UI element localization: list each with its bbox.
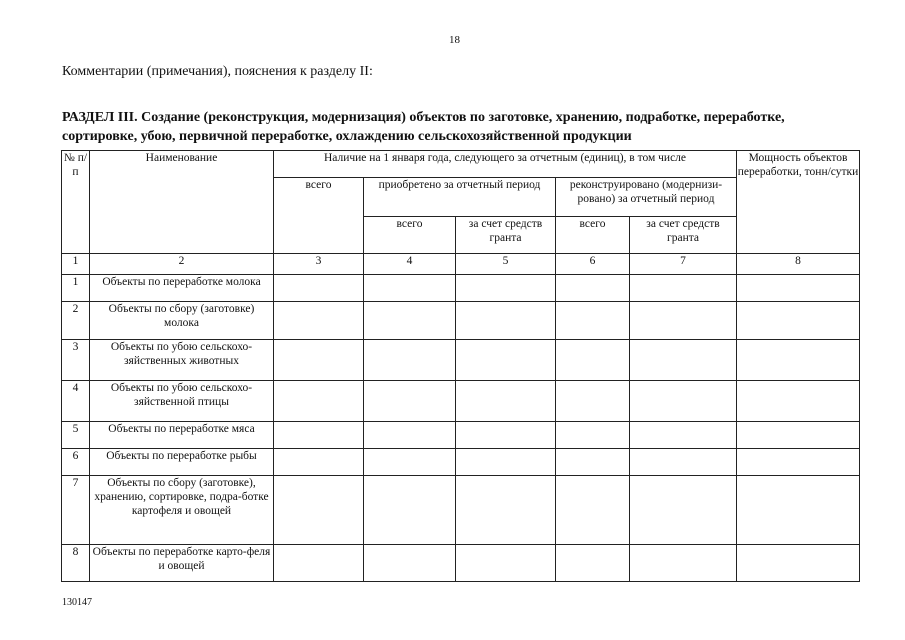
row-number: 5 — [62, 422, 90, 449]
value-cell-reconstructed-total[interactable] — [556, 275, 630, 302]
value-cell-reconstructed-grant[interactable] — [630, 545, 737, 582]
table-row — [62, 381, 860, 422]
table-row — [62, 422, 860, 449]
value-cell-acquired-grant[interactable] — [456, 476, 556, 545]
row-name: Объекты по переработке карто-феля и овощей — [90, 545, 274, 582]
value-cell-capacity[interactable] — [737, 340, 860, 381]
row-name: Объекты по сбору (заготовке) молока — [90, 302, 274, 340]
row-number: 8 — [62, 545, 90, 582]
row-name: Объекты по убою сельскохо-зяйственной птицы — [90, 381, 274, 422]
comments-label: Комментарии (примечания), пояснения к разделу II: — [62, 64, 373, 79]
value-cell-capacity[interactable] — [737, 422, 860, 449]
table-row — [62, 275, 860, 302]
row-name: Объекты по переработке рыбы — [90, 449, 274, 476]
value-cell-acquired-grant[interactable] — [456, 275, 556, 302]
header-acquired-total: всего — [364, 217, 456, 254]
row-name: Объекты по переработке мяса — [90, 422, 274, 449]
table-row — [62, 449, 860, 476]
value-cell-acquired-total[interactable] — [364, 545, 456, 582]
column-number: 4 — [364, 254, 456, 275]
column-number: 7 — [630, 254, 737, 275]
value-cell-acquired-total[interactable] — [364, 476, 456, 545]
header-acquired: приобретено за отчетный период — [364, 178, 556, 217]
value-cell-acquired-total[interactable] — [364, 340, 456, 381]
value-cell-reconstructed-grant[interactable] — [630, 340, 737, 381]
value-cell-reconstructed-total[interactable] — [556, 449, 630, 476]
table-row — [62, 340, 860, 381]
table-row — [62, 476, 860, 545]
value-cell-reconstructed-total[interactable] — [556, 422, 630, 449]
header-reconstructed-total: всего — [556, 217, 630, 254]
value-cell-total[interactable] — [274, 302, 364, 340]
document-code: 130147 — [62, 597, 92, 608]
header-capacity: Мощность объектов переработки, тонн/сутки — [737, 151, 860, 254]
value-cell-acquired-total[interactable] — [364, 422, 456, 449]
value-cell-total[interactable] — [274, 545, 364, 582]
header-total: всего — [274, 178, 364, 254]
row-number: 7 — [62, 476, 90, 545]
header-acquired-grant: за счет средств гранта — [456, 217, 556, 254]
value-cell-reconstructed-grant[interactable] — [630, 449, 737, 476]
value-cell-acquired-total[interactable] — [364, 381, 456, 422]
row-number: 6 — [62, 449, 90, 476]
column-number: 6 — [556, 254, 630, 275]
value-cell-total[interactable] — [274, 422, 364, 449]
row-number: 2 — [62, 302, 90, 340]
value-cell-capacity[interactable] — [737, 476, 860, 545]
value-cell-reconstructed-grant[interactable] — [630, 476, 737, 545]
column-number: 8 — [737, 254, 860, 275]
value-cell-capacity[interactable] — [737, 449, 860, 476]
header-reconstructed-grant: за счет средств гранта — [630, 217, 737, 254]
value-cell-acquired-grant[interactable] — [456, 422, 556, 449]
value-cell-reconstructed-grant[interactable] — [630, 275, 737, 302]
row-number: 3 — [62, 340, 90, 381]
value-cell-capacity[interactable] — [737, 302, 860, 340]
value-cell-reconstructed-grant[interactable] — [630, 302, 737, 340]
row-name: Объекты по убою сельскохо-зяйственных животных — [90, 340, 274, 381]
section-table — [61, 150, 860, 582]
value-cell-acquired-grant[interactable] — [456, 302, 556, 340]
value-cell-total[interactable] — [274, 381, 364, 422]
column-number: 5 — [456, 254, 556, 275]
value-cell-capacity[interactable] — [737, 545, 860, 582]
value-cell-total[interactable] — [274, 476, 364, 545]
row-name: Объекты по сбору (заготовке), хранению, сортировке, подра-ботке картофеля и овощей — [90, 476, 274, 545]
row-name: Объекты по переработке молока — [90, 275, 274, 302]
column-number: 2 — [90, 254, 274, 275]
value-cell-acquired-grant[interactable] — [456, 545, 556, 582]
value-cell-total[interactable] — [274, 449, 364, 476]
value-cell-acquired-total[interactable] — [364, 275, 456, 302]
table-row — [62, 302, 860, 340]
header-name: Наименование — [90, 151, 274, 254]
value-cell-acquired-total[interactable] — [364, 302, 456, 340]
column-number: 1 — [62, 254, 90, 275]
value-cell-acquired-grant[interactable] — [456, 381, 556, 422]
header-availability: Наличие на 1 января года, следующего за отчетным (единиц), в том числе — [274, 151, 737, 178]
value-cell-acquired-grant[interactable] — [456, 449, 556, 476]
value-cell-reconstructed-grant[interactable] — [630, 381, 737, 422]
value-cell-reconstructed-grant[interactable] — [630, 422, 737, 449]
table-row — [62, 545, 860, 582]
value-cell-reconstructed-total[interactable] — [556, 302, 630, 340]
value-cell-reconstructed-total[interactable] — [556, 340, 630, 381]
value-cell-reconstructed-total[interactable] — [556, 476, 630, 545]
header-reconstructed: реконструировано (модернизи-ровано) за отчетный период — [556, 178, 737, 217]
value-cell-reconstructed-total[interactable] — [556, 381, 630, 422]
value-cell-reconstructed-total[interactable] — [556, 545, 630, 582]
value-cell-acquired-grant[interactable] — [456, 340, 556, 381]
section-title: РАЗДЕЛ III. Создание (реконструкция, модернизация) объектов по заготовке, хранению, подработке, переработке, сортировке, убою, первичной переработке, охлаждению сельскохозяйственной продукции — [62, 110, 785, 144]
value-cell-total[interactable] — [274, 340, 364, 381]
value-cell-total[interactable] — [274, 275, 364, 302]
value-cell-acquired-total[interactable] — [364, 449, 456, 476]
header-no: № п/п — [62, 151, 90, 254]
column-number-row — [62, 254, 860, 275]
value-cell-capacity[interactable] — [737, 381, 860, 422]
row-number: 1 — [62, 275, 90, 302]
column-number: 3 — [274, 254, 364, 275]
value-cell-capacity[interactable] — [737, 275, 860, 302]
row-number: 4 — [62, 381, 90, 422]
page-number: 18 — [449, 34, 460, 46]
